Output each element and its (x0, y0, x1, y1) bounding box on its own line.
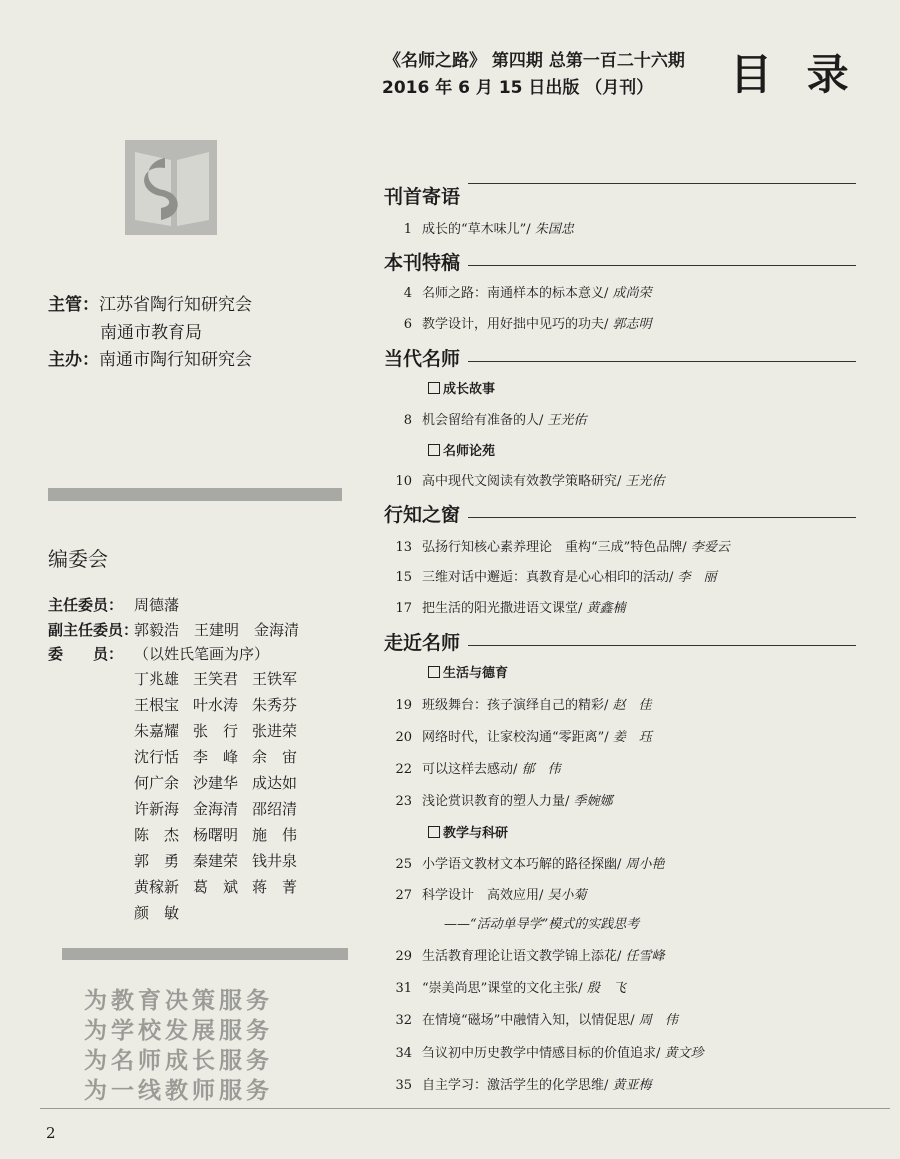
member-name: 施 伟 (252, 826, 298, 844)
member-name: 张进荣 (252, 722, 298, 740)
member-name: 何广余 (134, 774, 180, 792)
sponsor-2: 南通市教育局 (100, 323, 202, 343)
toc-subsection (428, 822, 508, 841)
toc-author: 郭志明 (612, 317, 652, 332)
toc-page: 22 (395, 762, 412, 777)
member-row (134, 746, 311, 767)
toc-section-title: 当代名师 (384, 348, 461, 370)
toc-title: “崇美尚思”课堂的文化主张/ (422, 981, 587, 996)
toc-page: 6 (403, 317, 412, 332)
slogan: 为名师成长服务 (84, 1048, 273, 1074)
toc-title: 把生活的阳光撒进语文课堂/ (422, 601, 587, 616)
member-row (134, 798, 311, 819)
checkbox-square-icon (428, 382, 440, 394)
divider-bar (62, 948, 348, 960)
toc-author: 成尚荣 (612, 286, 652, 301)
member-name: 钱井泉 (252, 852, 298, 870)
toc-title: 小学语文教材文本巧解的路径探幽/ (422, 857, 626, 872)
checkbox-square-icon (428, 444, 440, 456)
members-label: 委 员： (48, 645, 124, 663)
sponsor-line-1 (48, 290, 252, 315)
toc-title: 生活教育理论让语文教学锦上添花/ (422, 949, 626, 964)
toc-title: 浅论赏识教育的塑人力量/ (422, 794, 574, 809)
toc-author: 季婉娜 (573, 794, 613, 809)
member-name: 秦建荣 (193, 852, 239, 870)
toc-page: 15 (395, 570, 412, 585)
toc-page: 1 (403, 222, 412, 237)
toc-title: 成长的“草木味儿”/ (422, 222, 535, 237)
toc-item (382, 853, 665, 872)
member-row (134, 694, 311, 715)
toc-page: 23 (395, 794, 412, 809)
toc-subsection (428, 440, 495, 459)
toc-subsection (428, 662, 508, 681)
toc-item (382, 218, 574, 237)
toc-author: 王光佑 (547, 413, 587, 428)
toc-page: 20 (395, 730, 412, 745)
toc-page: 35 (395, 1078, 412, 1093)
divider-bar (48, 488, 342, 501)
section-rule (468, 645, 856, 646)
member-name: 金海清 (193, 800, 239, 818)
toc-item (382, 758, 561, 777)
toc-section-title: 本刊特稿 (384, 252, 461, 274)
toc-section-title: 行知之窗 (384, 504, 461, 526)
organizer: 南通市陶行知研究会 (99, 350, 252, 370)
toc-author: 赵 佳 (612, 698, 652, 713)
toc-title: 可以这样去感动/ (422, 762, 522, 777)
toc-author: 李爱云 (690, 540, 730, 555)
toc-author: 姜 珏 (612, 730, 652, 745)
toc-item (382, 694, 652, 713)
member-name: 叶水涛 (193, 696, 239, 714)
toc-author: 任雪峰 (625, 949, 665, 964)
organizer-line (48, 345, 252, 370)
toc-author: 王光佑 (625, 474, 665, 489)
subsection-label: 名师论苑 (443, 444, 496, 459)
toc-item (382, 1042, 704, 1061)
slogan: 为学校发展服务 (84, 1018, 273, 1044)
publish-date: 2016 年 6 月 15 日出版 （月刊） (382, 78, 654, 98)
chief-line (48, 594, 179, 615)
checkbox-square-icon (428, 666, 440, 678)
section-rule (468, 265, 856, 266)
toc-title: 弘扬行知核心素养理论 重构“三成”特色品牌/ (422, 540, 691, 555)
section-rule (468, 361, 856, 362)
toc-author: 周小艳 (625, 857, 665, 872)
member-row (134, 824, 311, 845)
footer-rule (40, 1108, 890, 1109)
slogan: 为教育决策服务 (84, 988, 273, 1014)
member-name: 朱嘉耀 (134, 722, 180, 740)
subsection-label: 生活与德育 (443, 666, 509, 681)
member-name: 王笑君 (193, 670, 239, 688)
toc-item (382, 884, 587, 903)
member-name: 葛 斌 (193, 878, 239, 896)
toc-subsection (428, 378, 495, 397)
toc-author: 黄亚梅 (612, 1078, 652, 1093)
chief-label: 主任委员： (48, 596, 124, 614)
member-name: 郭 勇 (134, 852, 180, 870)
toc-item (382, 470, 665, 489)
toc-page: 31 (395, 981, 412, 996)
subsection-label: 成长故事 (443, 382, 496, 397)
toc-item (382, 945, 665, 964)
toc-title: 刍议初中历史教学中情感目标的价值追求/ (422, 1046, 665, 1061)
vice-line (48, 619, 299, 640)
section-rule (468, 183, 856, 184)
toc-item (382, 726, 652, 745)
member-name: 许新海 (134, 800, 180, 818)
member-name: 丁兆雄 (134, 670, 180, 688)
vice-label: 副主任委员： (48, 621, 139, 639)
toc-section-title: 刊首寄语 (384, 186, 461, 208)
toc-title: 在情境“磁场”中融情入知，以情促思/ (422, 1013, 639, 1028)
section-rule (468, 517, 856, 518)
member-name: 杨曙明 (193, 826, 239, 844)
toc-title: 网络时代，让家校沟通“零距离”/ (422, 730, 613, 745)
member-name: 蒋 菁 (252, 878, 298, 896)
toc-page: 17 (395, 601, 412, 616)
checkbox-square-icon (428, 826, 440, 838)
toc-page: 4 (403, 286, 412, 301)
toc-item-subtitle: ——“活动单导学”模式的实践思考 (444, 917, 640, 932)
toc-item (382, 566, 717, 585)
toc-author: 黄文珍 (664, 1046, 704, 1061)
toc-title: 自主学习：激活学生的化学思维/ (422, 1078, 613, 1093)
toc-author: 黄鑫楠 (586, 601, 626, 616)
member-row (134, 668, 311, 689)
member-name: 陈 杰 (134, 826, 180, 844)
toc-title: 机会留给有准备的人/ (422, 413, 548, 428)
editorial-board-title: 编委会 (48, 547, 108, 571)
sponsor-1: 江苏省陶行知研究会 (99, 295, 252, 315)
member-row (134, 772, 311, 793)
member-name: 李 峰 (193, 748, 239, 766)
toc-page: 8 (403, 413, 412, 428)
toc-title: 科学设计 高效应用/ (422, 888, 548, 903)
page-number: 2 (46, 1124, 56, 1142)
slogan: 为一线教师服务 (84, 1078, 273, 1104)
toc-title: 高中现代文阅读有效教学策略研究/ (422, 474, 626, 489)
member-row (134, 720, 311, 741)
member-name: 颜 敏 (134, 904, 180, 922)
toc-page: 25 (395, 857, 412, 872)
toc-title: 三维对话中邂逅：真教育是心心相印的活动/ (422, 570, 678, 585)
toc-item (382, 977, 626, 996)
toc-author: 周 伟 (638, 1013, 678, 1028)
toc-author: 郁 伟 (521, 762, 561, 777)
member-name: 王铁军 (252, 670, 298, 688)
member-row (134, 850, 311, 871)
journal-logo-icon (125, 140, 217, 235)
toc-title: 名师之路：南通样本的标本意义/ (422, 286, 613, 301)
toc-page: 27 (395, 888, 412, 903)
toc-author: 李 丽 (677, 570, 717, 585)
toc-author: 殷 飞 (586, 981, 626, 996)
toc-page: 10 (395, 474, 412, 489)
toc-section-title: 走近名师 (384, 632, 461, 654)
members-line (48, 643, 269, 664)
toc-item (382, 409, 587, 428)
toc-title: 教学设计，用好拙中见巧的功夫/ (422, 317, 613, 332)
issue-info: 《名师之路》 第四期 总第一百二十六期 (384, 51, 685, 71)
subsection-label: 教学与科研 (443, 826, 509, 841)
members-list (134, 668, 311, 923)
toc-author: 朱国忠 (534, 222, 574, 237)
page-title: 目 录 (730, 50, 859, 99)
toc-item (382, 1074, 652, 1093)
member-row (134, 902, 311, 923)
toc-item (382, 313, 652, 332)
toc-item (382, 1009, 678, 1028)
organizer-label: 主办： (48, 350, 99, 370)
vice-names: 郭毅浩 王建明 金海清 (134, 621, 300, 639)
toc-page: 29 (395, 949, 412, 964)
member-name: 邵绍清 (252, 800, 298, 818)
member-name: 黄稼新 (134, 878, 180, 896)
chief-name: 周德藩 (134, 596, 180, 614)
toc-page: 19 (395, 698, 412, 713)
members-note: （以姓氏笔画为序） (134, 645, 270, 663)
toc-item (382, 597, 626, 616)
member-name: 朱秀芬 (252, 696, 298, 714)
toc-page: 13 (395, 540, 412, 555)
member-name: 沈行恬 (134, 748, 180, 766)
toc-page: 34 (395, 1046, 412, 1061)
toc-author: 吴小菊 (547, 888, 587, 903)
toc-item (382, 282, 652, 301)
sponsor-label: 主管： (48, 295, 99, 315)
toc-item (382, 790, 613, 809)
member-name: 张 行 (193, 722, 239, 740)
member-name: 成达如 (252, 774, 298, 792)
toc-page: 32 (395, 1013, 412, 1028)
toc-title: 班级舞台：孩子演绎自己的精彩/ (422, 698, 613, 713)
toc-item (382, 536, 730, 555)
member-name: 王根宝 (134, 696, 180, 714)
member-name: 沙建华 (193, 774, 239, 792)
member-row (134, 876, 311, 897)
member-name: 余 宙 (252, 748, 298, 766)
